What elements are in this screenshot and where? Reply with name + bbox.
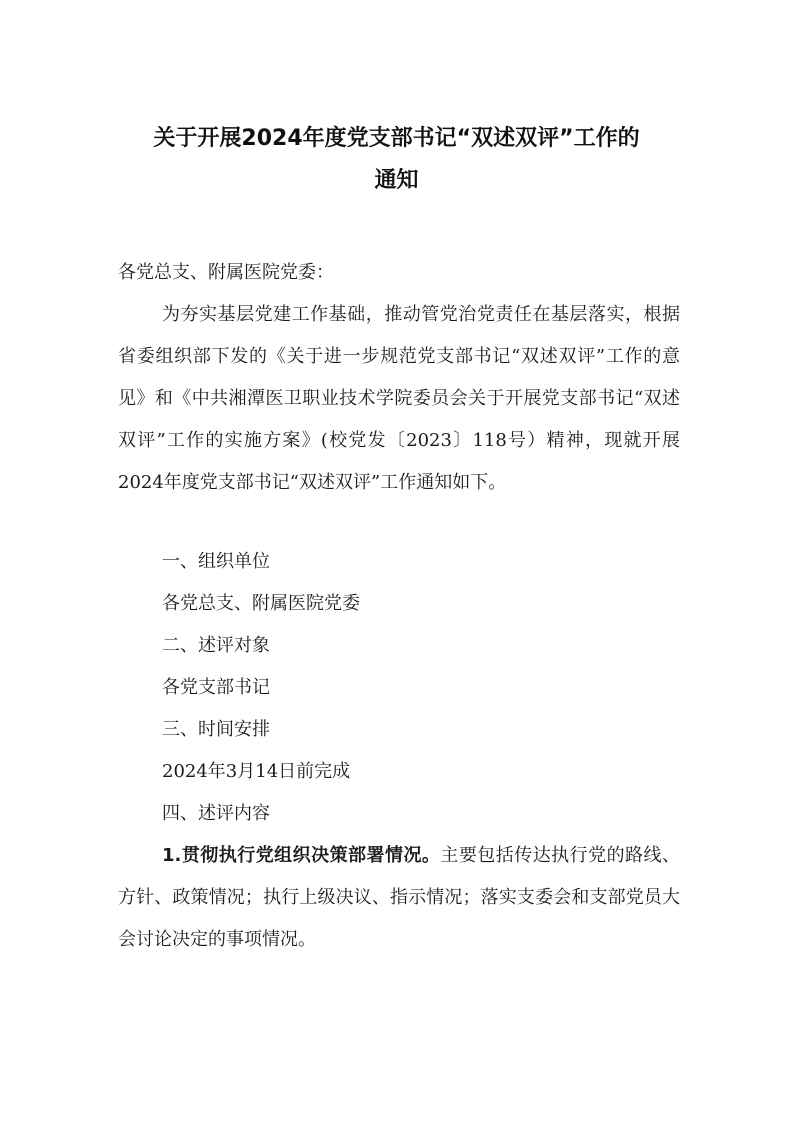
item-1-paragraph <box>118 835 680 961</box>
section-heading-schedule: 三、时间安排 <box>162 719 270 740</box>
section-heading-content: 四、述评内容 <box>162 803 270 824</box>
item-1-lead: 1.贯彻执行党组织决策部署情况。 <box>162 845 441 866</box>
section-content-organizer: 各党总支、附属医院党委 <box>162 593 360 614</box>
document-title-line2: 通知 <box>374 168 419 193</box>
section-heading-subject: 二、述评对象 <box>162 635 270 656</box>
item-1-text: 主要包括传达执行党的路线、方针、政策情况；执行上级决议、指示情况；落实支委会和支部党员大会讨论决定的事项情况。 <box>118 845 680 950</box>
section-content-subject: 各党支部书记 <box>162 677 270 698</box>
intro-paragraph: 为夯实基层党建工作基础，推动管党治党责任在基层落实，根据省委组织部下发的《关于进一步规范党支部书记“双述双评”工作的意见》和《中共湘潭医卫职业技术学院委员会关于开展党支部书记“双述双评”工作的实施方案》(校党发〔2023〕118号）精神，现就开展2024年度党支部书记“双述双评”工作通知如下。 <box>118 304 680 493</box>
document-title-line1: 关于开展2024年度党支部书记“双述双评”工作的 <box>153 126 640 151</box>
section-heading-organizer: 一、组织单位 <box>162 551 270 572</box>
salutation: 各党总支、附属医院党委： <box>118 262 334 283</box>
section-content-schedule: 2024年3月14日前完成 <box>162 761 351 782</box>
